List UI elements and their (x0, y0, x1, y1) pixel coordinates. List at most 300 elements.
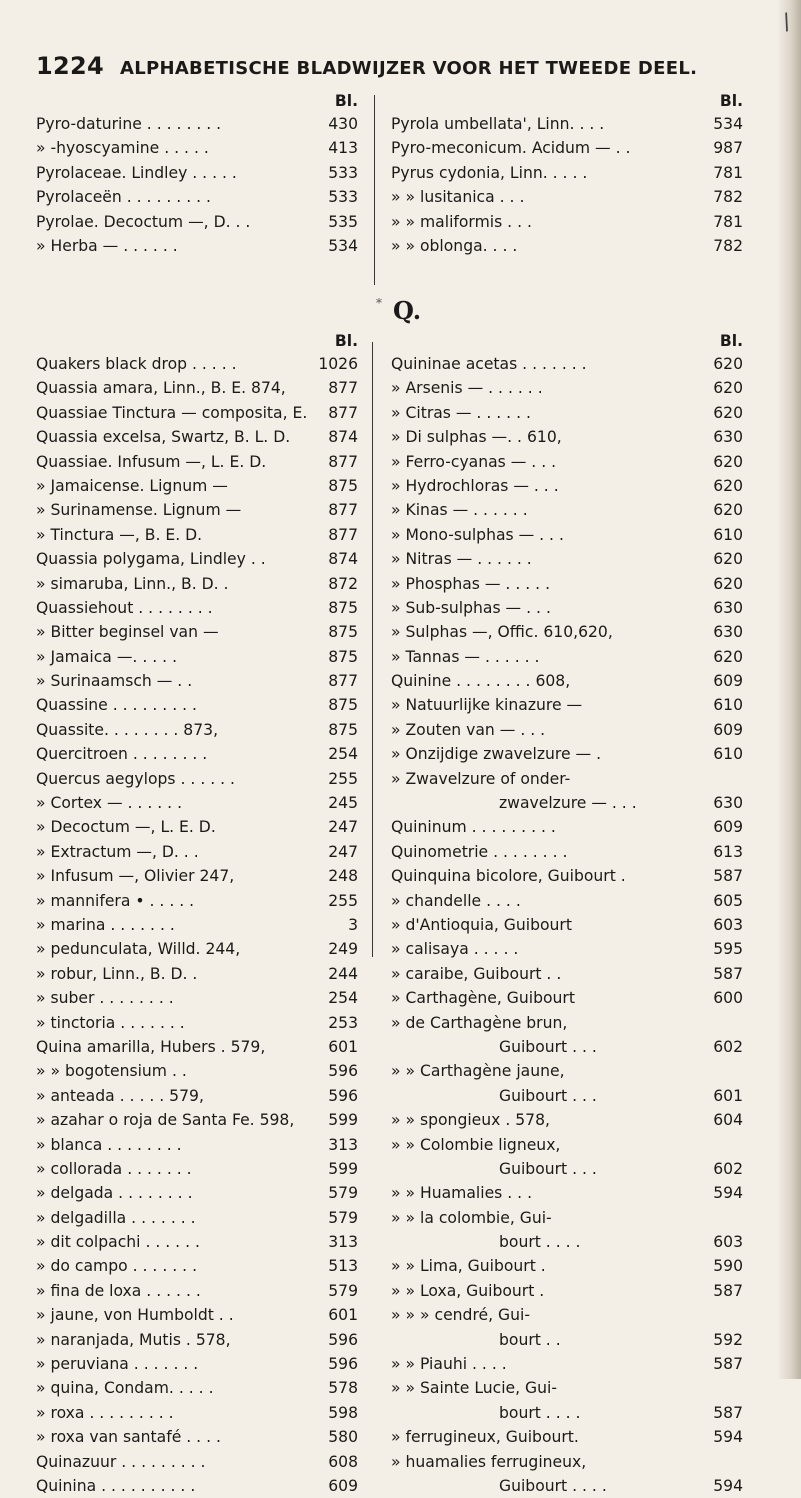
entry-term: » d'Antioquia, Guibourt (391, 915, 572, 934)
entry-term: Quina amarilla, Hubers . 579, (36, 1037, 266, 1056)
index-entry (36, 596, 358, 620)
entry-page-ref: 620 (713, 501, 743, 520)
entry-page-ref: 580 (328, 1428, 358, 1447)
entry-term: » Di sulphas —. . 610, (391, 428, 562, 447)
column-head: Bl. (719, 332, 743, 350)
entry-page-ref: 877 (328, 672, 358, 691)
column-head: Bl. (719, 92, 743, 110)
entry-term: » » Colombie ligneux, (391, 1135, 561, 1154)
entry-term: » » maliformis . . . (391, 212, 532, 231)
entry-term: » Jamaica —. . . . . (36, 647, 178, 666)
entry-term: » Citras — . . . . . . (391, 403, 531, 422)
entry-page-ref: 877 (328, 379, 358, 398)
entry-term: » » Sainte Lucie, Gui- (391, 1379, 557, 1398)
index-entry (36, 136, 358, 160)
entry-term: Pyro-daturine . . . . . . . . (36, 115, 222, 133)
entry-page-ref: 877 (328, 403, 358, 422)
entry-term: » chandelle . . . . (391, 891, 521, 910)
entry-page-ref: 872 (328, 574, 358, 593)
entry-page-ref: 601 (328, 1306, 358, 1325)
index-entry (391, 1303, 743, 1327)
index-entry (36, 1133, 358, 1157)
index-entry (391, 572, 743, 596)
index-entry (36, 864, 358, 888)
entry-term: » simaruba, Linn., B. D. . (36, 574, 229, 593)
entry-term: » Nitras — . . . . . . (391, 550, 532, 569)
index-entry (36, 693, 358, 717)
entry-page-ref: 578 (328, 1379, 358, 1398)
index-entry (391, 1279, 743, 1303)
entry-page-ref: 247 (328, 842, 358, 861)
entry-page-ref: 609 (713, 720, 743, 739)
index-entry (391, 1376, 743, 1400)
entry-page-ref: 592 (713, 1330, 743, 1349)
entry-page-ref: 609 (713, 818, 743, 837)
entry-term: » blanca . . . . . . . . (36, 1135, 182, 1154)
index-entry (391, 962, 743, 986)
entry-page-ref: 587 (713, 1403, 743, 1422)
entry-page-ref: 601 (328, 1037, 358, 1056)
entry-term: » roxa van santafé . . . . (36, 1428, 221, 1447)
entry-page-ref: 877 (328, 525, 358, 544)
entry-term: » ferrugineux, Guibourt. (391, 1428, 579, 1447)
entry-page-ref: 248 (328, 867, 358, 886)
index-entry (36, 112, 358, 136)
index-entry (36, 185, 358, 209)
entry-term: » » Loxa, Guibourt . (391, 1281, 545, 1300)
index-entry (36, 1035, 358, 1059)
entry-page-ref: 874 (328, 428, 358, 447)
index-entry (36, 498, 358, 522)
entry-page-ref: 874 (328, 550, 358, 569)
entry-page-ref: 610 (713, 525, 743, 544)
entry-term: Quassia polygama, Lindley . . (36, 550, 266, 569)
index-entry (36, 1474, 358, 1498)
entry-term: Guibourt . . . (499, 1037, 597, 1056)
entry-term: » Jamaicense. Lignum — (36, 476, 228, 495)
entry-page-ref: 781 (713, 212, 743, 231)
column-divider (374, 95, 375, 285)
index-entry (36, 450, 358, 474)
index-entry (36, 913, 358, 937)
entry-page-ref: 313 (328, 1233, 358, 1252)
asterisk-mark: * (376, 296, 382, 310)
index-entry (36, 1084, 358, 1108)
entry-term: » collorada . . . . . . . (36, 1159, 192, 1178)
entry-page-ref: 875 (328, 623, 358, 642)
index-entry (391, 840, 743, 864)
entry-term: Quinine . . . . . . . . 608, (391, 672, 571, 691)
entry-term: Quininum . . . . . . . . . (391, 818, 556, 837)
entry-page-ref: 875 (328, 476, 358, 495)
entry-term: » delgada . . . . . . . . (36, 1184, 193, 1203)
entry-page-ref: 533 (328, 163, 358, 182)
entry-page-ref: 249 (328, 940, 358, 959)
entry-term: Quassia excelsa, Swartz, B. L. D. (36, 428, 291, 447)
entry-page-ref: 596 (328, 1330, 358, 1349)
entry-term: » roxa . . . . . . . . . (36, 1403, 174, 1422)
entry-term: » Surinaamsch — . . (36, 672, 193, 691)
index-entry (391, 1474, 743, 1498)
index-entry (36, 1108, 358, 1132)
index-entry (36, 986, 358, 1010)
index-entry (36, 210, 358, 234)
entry-page-ref: 587 (713, 867, 743, 886)
entry-term: » Sulphas —, Offic. 610,620, (391, 623, 613, 642)
page-edge-shadow (777, 0, 801, 1379)
index-entry (391, 986, 743, 1010)
index-entry (391, 1401, 743, 1425)
index-entry (36, 1376, 358, 1400)
entry-page-ref: 782 (713, 188, 743, 207)
entry-page-ref: 599 (328, 1159, 358, 1178)
entry-term: » robur, Linn., B. D. . (36, 964, 198, 983)
entry-term: » Decoctum —, L. E. D. (36, 818, 216, 837)
entry-page-ref: 613 (713, 842, 743, 861)
entry-term: bourt . . . . (499, 1403, 581, 1422)
index-entry (36, 889, 358, 913)
entry-term: » dit colpachi . . . . . . (36, 1233, 200, 1252)
entry-page-ref: 1026 (318, 355, 358, 373)
index-entry (36, 620, 358, 644)
index-entry (36, 1328, 358, 1352)
page-number: 1224 (36, 52, 104, 80)
entry-term: » marina . . . . . . . (36, 915, 175, 934)
entry-page-ref: 781 (713, 163, 743, 182)
column-head: Bl. (334, 92, 358, 110)
index-entry (36, 718, 358, 742)
entry-page-ref: 534 (328, 236, 358, 255)
entry-page-ref: 596 (328, 1062, 358, 1081)
index-entry (391, 1328, 743, 1352)
index-entry (36, 547, 358, 571)
entry-page-ref: 413 (328, 139, 358, 158)
entry-term: Guibourt . . . . (499, 1476, 607, 1495)
index-entry (36, 1157, 358, 1181)
index-entry (36, 1206, 358, 1230)
entry-page-ref: 599 (328, 1111, 358, 1130)
entry-term: » Zwavelzure of onder- (391, 769, 571, 788)
entry-term: » -hyoscyamine . . . . . (36, 139, 209, 158)
entry-page-ref: 596 (328, 1086, 358, 1105)
index-entry (36, 474, 358, 498)
index-entry (391, 401, 743, 425)
index-entry (36, 401, 358, 425)
right-index-column (391, 330, 743, 1498)
index-entry (36, 1254, 358, 1278)
column-divider (372, 342, 373, 957)
entry-page-ref: 244 (328, 964, 358, 983)
index-entry (391, 1108, 743, 1132)
entry-page-ref: 255 (328, 769, 358, 788)
index-entry (391, 596, 743, 620)
entry-term: Quinazuur . . . . . . . . . (36, 1452, 206, 1471)
top-right-column (391, 90, 743, 258)
entry-term: » tinctoria . . . . . . . (36, 1013, 185, 1032)
entry-page-ref: 313 (328, 1135, 358, 1154)
entry-page-ref: 601 (713, 1086, 743, 1105)
entry-page-ref: 620 (713, 574, 743, 593)
index-entry (36, 1450, 358, 1474)
index-entry (36, 1352, 358, 1376)
entry-page-ref: 587 (713, 964, 743, 983)
entry-page-ref: 245 (328, 794, 358, 813)
entry-term: » Phosphas — . . . . . (391, 574, 551, 593)
index-entry (36, 669, 358, 693)
index-entry (391, 376, 743, 400)
index-entry (391, 1230, 743, 1254)
entry-term: » do campo . . . . . . . (36, 1257, 198, 1276)
entry-term: Pyrola umbellata', Linn. . . . (391, 115, 605, 133)
index-entry (391, 669, 743, 693)
entry-page-ref: 875 (328, 598, 358, 617)
entry-page-ref: 587 (713, 1281, 743, 1300)
entry-term: » delgadilla . . . . . . . (36, 1208, 196, 1227)
entry-page-ref: 594 (713, 1184, 743, 1203)
index-entry (36, 352, 358, 376)
index-entry (36, 1011, 358, 1035)
entry-term: Quinina . . . . . . . . . . (36, 1476, 196, 1495)
entry-page-ref: 875 (328, 696, 358, 715)
entry-page-ref: 630 (713, 598, 743, 617)
entry-term: Pyrolaceën . . . . . . . . . (36, 188, 211, 207)
pencil-mark: / (778, 9, 795, 36)
entry-page-ref: 430 (328, 115, 358, 133)
entry-page-ref: 579 (328, 1208, 358, 1227)
entry-term: » Natuurlijke kinazure — (391, 696, 583, 715)
entry-page-ref: 254 (328, 989, 358, 1008)
index-entry (391, 1206, 743, 1230)
index-entry (391, 1425, 743, 1449)
entry-page-ref: 253 (328, 1013, 358, 1032)
index-entry (391, 1035, 743, 1059)
index-entry (391, 210, 743, 234)
index-entry (36, 937, 358, 961)
entry-page-ref: 594 (713, 1476, 743, 1495)
entry-term: » Herba — . . . . . . (36, 236, 178, 255)
entry-page-ref: 3 (348, 915, 358, 934)
section-letter: Q. (393, 296, 422, 325)
index-entry (36, 523, 358, 547)
index-entry (391, 450, 743, 474)
entry-term: Quassine . . . . . . . . . (36, 696, 197, 715)
entry-term: » de Carthagène brun, (391, 1013, 568, 1032)
entry-page-ref: 604 (713, 1111, 743, 1130)
entry-term: » » la colombie, Gui- (391, 1208, 552, 1227)
entry-page-ref: 590 (713, 1257, 743, 1276)
entry-term: bourt . . (499, 1330, 561, 1349)
entry-term: » Sub-sulphas — . . . (391, 598, 551, 617)
entry-page-ref: 630 (713, 623, 743, 642)
top-left-column (36, 90, 358, 258)
entry-page-ref: 600 (713, 989, 743, 1008)
entry-page-ref: 620 (713, 647, 743, 666)
entry-term: Quinquina bicolore, Guibourt . (391, 867, 626, 886)
entry-page-ref: 608 (328, 1452, 358, 1471)
index-entry (391, 1352, 743, 1376)
index-entry (36, 791, 358, 815)
entry-page-ref: 513 (328, 1257, 358, 1276)
entry-term: » jaune, von Humboldt . . (36, 1306, 234, 1325)
entry-term: » » Carthagène jaune, (391, 1062, 565, 1081)
entry-page-ref: 620 (713, 403, 743, 422)
entry-page-ref: 609 (328, 1476, 358, 1495)
index-entry (391, 889, 743, 913)
index-entry (391, 234, 743, 258)
entry-term: » caraibe, Guibourt . . (391, 964, 562, 983)
index-entry (391, 767, 743, 791)
index-entry (36, 840, 358, 864)
index-entry (391, 1011, 743, 1035)
entry-page-ref: 587 (713, 1355, 743, 1374)
index-entry (391, 718, 743, 742)
entry-term: » naranjada, Mutis . 578, (36, 1330, 231, 1349)
entry-page-ref: 598 (328, 1403, 358, 1422)
entry-term: » Carthagène, Guibourt (391, 989, 575, 1008)
entry-page-ref: 620 (713, 476, 743, 495)
index-entry (36, 742, 358, 766)
entry-term: Guibourt . . . (499, 1086, 597, 1105)
entry-term: Pyro-meconicum. Acidum — . . (391, 139, 631, 158)
index-entry (391, 1254, 743, 1278)
index-entry (391, 352, 743, 376)
index-entry (36, 376, 358, 400)
entry-term: » » bogotensium . . (36, 1062, 187, 1081)
entry-term: » calisaya . . . . . (391, 940, 519, 959)
entry-page-ref: 579 (328, 1281, 358, 1300)
entry-term: Quassiehout . . . . . . . . (36, 598, 213, 617)
entry-page-ref: 594 (713, 1428, 743, 1447)
index-entry (391, 136, 743, 160)
entry-term: Pyrolaceae. Lindley . . . . . (36, 163, 237, 182)
entry-term: » » » cendré, Gui- (391, 1306, 530, 1325)
entry-term: bourt . . . . (499, 1233, 581, 1252)
entry-term: Quassiae. Infusum —, L. E. D. (36, 452, 267, 471)
index-entry (36, 1230, 358, 1254)
page-header (36, 52, 776, 80)
entry-term: Pyrus cydonia, Linn. . . . . (391, 163, 588, 182)
entry-page-ref: 535 (328, 212, 358, 231)
entry-page-ref: 620 (713, 550, 743, 569)
index-entry (391, 1181, 743, 1205)
entry-term: » Infusum —, Olivier 247, (36, 867, 235, 886)
entry-page-ref: 987 (713, 139, 743, 158)
left-index-column (36, 330, 358, 1498)
index-entry (36, 815, 358, 839)
entry-term: » » Huamalies . . . (391, 1184, 533, 1203)
entry-term: Quercus aegylops . . . . . . (36, 769, 236, 788)
index-entry (36, 767, 358, 791)
index-entry (391, 1059, 743, 1083)
entry-page-ref: 609 (713, 672, 743, 691)
entry-term: » Kinas — . . . . . . (391, 501, 528, 520)
index-entry (36, 645, 358, 669)
entry-page-ref: 254 (328, 745, 358, 764)
entry-term: » pedunculata, Willd. 244, (36, 940, 241, 959)
index-entry (391, 620, 743, 644)
entry-page-ref: 875 (328, 647, 358, 666)
entry-page-ref: 610 (713, 745, 743, 764)
index-entry (36, 1401, 358, 1425)
entry-page-ref: 602 (713, 1037, 743, 1056)
entry-term: » » Lima, Guibourt . (391, 1257, 546, 1276)
index-entry (391, 1450, 743, 1474)
entry-term: » » oblonga. . . . (391, 236, 518, 255)
index-entry (36, 1425, 358, 1449)
index-entry (391, 693, 743, 717)
entry-term: Pyrolae. Decoctum —, D. . . (36, 212, 251, 231)
index-entry (391, 937, 743, 961)
entry-term: » » lusitanica . . . (391, 188, 525, 207)
entry-term: » Onzijdige zwavelzure — . (391, 745, 602, 764)
index-entry (36, 425, 358, 449)
index-entry (391, 1133, 743, 1157)
index-entry (36, 962, 358, 986)
column-head: Bl. (334, 332, 358, 350)
entry-term: » Cortex — . . . . . . (36, 794, 183, 813)
entry-page-ref: 603 (713, 915, 743, 934)
index-entry (36, 1303, 358, 1327)
entry-page-ref: 247 (328, 818, 358, 837)
entry-term: » Tannas — . . . . . . (391, 647, 540, 666)
index-entry (391, 547, 743, 571)
entry-page-ref: 610 (713, 696, 743, 715)
entry-term: » fina de loxa . . . . . . (36, 1281, 201, 1300)
entry-page-ref: 602 (713, 1159, 743, 1178)
entry-page-ref: 620 (713, 355, 743, 373)
entry-page-ref: 595 (713, 940, 743, 959)
entry-term: » Extractum —, D. . . (36, 842, 199, 861)
entry-term: » quina, Condam. . . . . (36, 1379, 214, 1398)
entry-term: » Bitter beginsel van — (36, 623, 219, 642)
entry-term: » Hydrochloras — . . . (391, 476, 559, 495)
index-entry (36, 1059, 358, 1083)
entry-page-ref: 596 (328, 1355, 358, 1374)
index-entry (391, 864, 743, 888)
index-entry (391, 425, 743, 449)
index-entry (391, 791, 743, 815)
index-entry (36, 234, 358, 258)
entry-term: » » Piauhi . . . . (391, 1355, 507, 1374)
entry-page-ref: 620 (713, 379, 743, 398)
entry-term: Quassite. . . . . . . . 873, (36, 720, 219, 739)
index-entry (391, 185, 743, 209)
entry-term: Guibourt . . . (499, 1159, 597, 1178)
index-entry (36, 1279, 358, 1303)
entry-term: zwavelzure — . . . (499, 794, 637, 813)
entry-page-ref: 620 (713, 452, 743, 471)
entry-term: Quercitroen . . . . . . . . (36, 745, 208, 764)
entry-term: Quinometrie . . . . . . . . (391, 842, 568, 861)
index-entry (391, 161, 743, 185)
entry-term: » mannifera • . . . . . (36, 891, 195, 910)
entry-term: » Ferro-cyanas — . . . (391, 452, 557, 471)
entry-page-ref: 782 (713, 236, 743, 255)
entry-page-ref: 877 (328, 452, 358, 471)
index-entry (36, 1181, 358, 1205)
entry-term: » » spongieux . 578, (391, 1111, 550, 1130)
index-entry (391, 1084, 743, 1108)
index-entry (391, 112, 743, 136)
entry-term: » Tinctura —, B. E. D. (36, 525, 203, 544)
index-entry (391, 742, 743, 766)
entry-page-ref: 579 (328, 1184, 358, 1203)
entry-term: » anteada . . . . . 579, (36, 1086, 204, 1105)
entry-page-ref: 533 (328, 188, 358, 207)
entry-page-ref: 877 (328, 501, 358, 520)
entry-page-ref: 534 (713, 115, 743, 133)
entry-term: Quassia amara, Linn., B. E. 874, (36, 379, 286, 398)
